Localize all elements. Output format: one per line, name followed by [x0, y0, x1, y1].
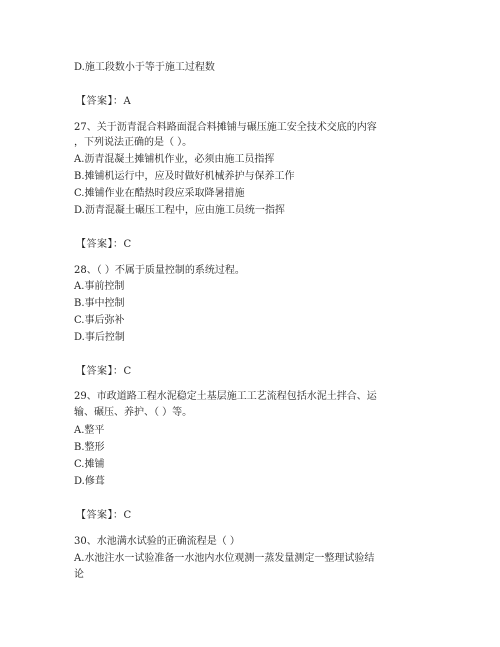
q28-stem: 28、（ ）不属于质量控制的系统过程。 — [74, 265, 245, 276]
q29-answer: 【答案】：C — [76, 510, 132, 521]
q28-answer: 【答案】：C — [76, 366, 132, 377]
q27-option-c: C.摊铺作业在酷热时段应采取降暑措施 — [74, 188, 245, 199]
q28-option-a: A.事前控制 — [74, 281, 125, 292]
q29-stem-line-2: 输、碾压、养护、（ ）等。 — [74, 407, 193, 418]
q30-option-a-line-1: A.水池注水一试验准备一水池内水位观测一蒸发量测定一整理试验结 — [74, 553, 375, 564]
q28-option-c: C.事后弥补 — [74, 315, 125, 326]
q29-option-c: C.摊铺 — [74, 459, 105, 470]
q26-option-d: D.施工段数小于等于施工过程数 — [74, 62, 215, 73]
q30-option-a-line-2: 论 — [74, 569, 84, 580]
q29-stem-line-1: 29、市政道路工程水泥稳定土基层施工工艺流程包括水泥土拌合、运 — [74, 391, 377, 402]
q27-option-b: B.摊铺机运行中，应及时做好机械养护与保养工作 — [74, 171, 295, 182]
q30-stem: 30、水池满水试验的正确流程是（ ） — [74, 536, 240, 547]
q27-option-d: D.沥青混凝土碾压工程中，应由施工员统一指挥 — [74, 205, 285, 216]
q27-stem-line-1: 27、关于沥青混合料路面混合料摊铺与碾压施工安全技术交底的内容 — [74, 122, 377, 133]
q29-option-d: D.修葺 — [74, 476, 105, 487]
q26-answer: 【答案】：A — [76, 96, 132, 107]
q27-stem-line-2: ，下列说法正确的是（ ）。 — [74, 137, 193, 148]
q27-option-a: A.沥青混凝土摊铺机作业，必须由施工员指挥 — [74, 154, 275, 165]
q27-answer: 【答案】：C — [76, 239, 132, 250]
q29-option-a: A.整平 — [74, 425, 105, 436]
q28-option-b: B.事中控制 — [74, 298, 125, 309]
q28-option-d: D.事后控制 — [74, 332, 125, 343]
q29-option-b: B.整形 — [74, 442, 105, 453]
